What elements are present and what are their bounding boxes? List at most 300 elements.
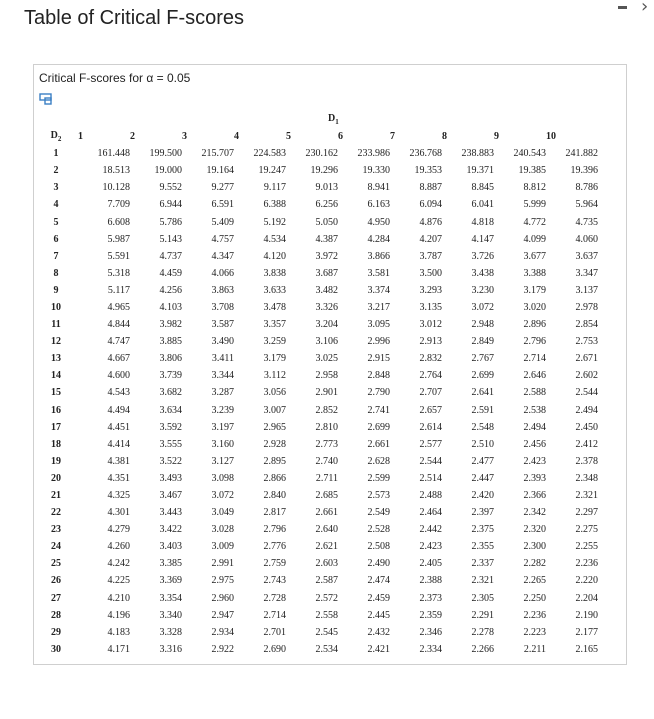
table-cell: 3.095: [367, 319, 390, 331]
table-cell: 2.958: [315, 370, 338, 382]
table-cell: 2.767: [471, 353, 494, 365]
table-cell: 5.591: [107, 250, 130, 262]
table-cell: 2.348: [575, 472, 598, 484]
table-cell: 4.183: [107, 626, 130, 638]
table-cell: 4.351: [107, 472, 130, 484]
table-cell: 2.840: [263, 490, 286, 502]
table-cell: 3.106: [315, 336, 338, 348]
table-cell: 4.196: [107, 609, 130, 621]
table-cell: 2.975: [211, 575, 234, 587]
table-cell: 2.978: [575, 301, 598, 313]
table-cell: 2.355: [471, 541, 494, 553]
table-cell: 4.737: [159, 250, 182, 262]
table-row: [34, 299, 598, 316]
card-title: Critical F-scores for α = 0.05: [39, 71, 191, 85]
table-row: [34, 538, 598, 555]
table-cell: 2.661: [367, 438, 390, 450]
table-cell: 3.137: [575, 284, 598, 296]
table-cell: 3.357: [263, 319, 286, 331]
table-cell: 3.179: [523, 284, 546, 296]
table-cell: 2.915: [367, 353, 390, 365]
df2-subscript: 2: [57, 135, 62, 144]
table-cell: 3.328: [159, 626, 182, 638]
table-cell: 3.633: [263, 284, 286, 296]
table-cell: 6.041: [471, 199, 494, 211]
table-cell: 4.147: [471, 233, 494, 245]
table-cell: 2.796: [263, 524, 286, 536]
table-cell: 4.494: [107, 404, 130, 416]
column-header: 6: [338, 131, 343, 143]
table-row: [34, 521, 598, 538]
table-cell: 2.960: [211, 592, 234, 604]
table-cell: 19.353: [414, 165, 442, 177]
table-cell: 3.478: [263, 301, 286, 313]
table-cell: 4.876: [419, 216, 442, 228]
table-cell: 8.812: [523, 182, 546, 194]
table-row: [34, 350, 598, 367]
table-cell: 2.278: [471, 626, 494, 638]
table-cell: 9.013: [315, 182, 338, 194]
table-row: [34, 487, 598, 504]
table-cell: 2.393: [523, 472, 546, 484]
table-cell: 161.448: [97, 148, 130, 160]
table-cell: 8.786: [575, 182, 598, 194]
table-cell: 3.025: [315, 353, 338, 365]
row-header: 7: [53, 250, 59, 262]
table-cell: 2.558: [315, 609, 338, 621]
table-cell: 3.863: [211, 284, 234, 296]
row-header: 1: [53, 148, 59, 160]
row-header: 22: [51, 507, 61, 519]
table-cell: 5.964: [575, 199, 598, 211]
row-header: 12: [51, 336, 61, 348]
table-cell: 19.247: [258, 165, 286, 177]
row-header: 30: [51, 643, 61, 655]
table-row: [34, 316, 598, 333]
table-cell: 2.405: [419, 558, 442, 570]
table-cell: 2.397: [471, 507, 494, 519]
table-cell: 6.608: [107, 216, 130, 228]
table-cell: 2.764: [419, 370, 442, 382]
table-cell: 2.699: [471, 370, 494, 382]
table-cell: 2.177: [575, 626, 598, 638]
table-cell: 2.614: [419, 421, 442, 433]
table-cell: 2.508: [367, 541, 390, 553]
table-cell: 19.385: [518, 165, 546, 177]
table-cell: 2.549: [367, 507, 390, 519]
table-cell: 3.787: [419, 250, 442, 262]
table-row: [34, 419, 598, 436]
table-row: [34, 367, 598, 384]
table-cell: 3.098: [211, 472, 234, 484]
table-row: [34, 162, 598, 179]
table-cell: 2.810: [315, 421, 338, 433]
table-row: [34, 196, 598, 213]
table-cell: 2.388: [419, 575, 442, 587]
table-cell: 2.714: [263, 609, 286, 621]
table-cell: 2.671: [575, 353, 598, 365]
table-cell: 2.928: [263, 438, 286, 450]
row-header: 24: [51, 541, 61, 553]
row-header: 10: [51, 301, 61, 313]
table-cell: 2.494: [575, 404, 598, 416]
table-cell: 3.838: [263, 267, 286, 279]
table-cell: 3.259: [263, 336, 286, 348]
table-cell: 3.340: [159, 609, 182, 621]
table-cell: 2.621: [315, 541, 338, 553]
table-cell: 3.316: [159, 643, 182, 655]
row-header: 9: [53, 284, 59, 296]
table-cell: 4.414: [107, 438, 130, 450]
row-header: 29: [51, 626, 61, 638]
row-header: 5: [53, 216, 59, 228]
table-cell: 2.236: [523, 609, 546, 621]
row-header: 25: [51, 558, 61, 570]
df2-header: [34, 128, 78, 145]
row-header: 23: [51, 524, 61, 536]
table-cell: 3.726: [471, 250, 494, 262]
column-header: 5: [286, 131, 291, 143]
row-header: 14: [51, 370, 61, 382]
table-cell: 3.687: [315, 267, 338, 279]
table-cell: 4.534: [263, 233, 286, 245]
table-row: [34, 248, 598, 265]
table-cell: 6.944: [159, 199, 182, 211]
table-row: [34, 641, 598, 658]
table-row: [34, 572, 598, 589]
table-cell: 2.321: [471, 575, 494, 587]
column-header: 9: [494, 131, 499, 143]
table-cell: 2.602: [575, 370, 598, 382]
table-cell: 3.493: [159, 472, 182, 484]
table-cell: 3.028: [211, 524, 234, 536]
rotate-screen-icon[interactable]: [39, 92, 53, 105]
row-header: 19: [51, 455, 61, 467]
table-cell: 2.661: [315, 507, 338, 519]
table-body: [34, 145, 598, 658]
table-cell: 8.941: [367, 182, 390, 194]
row-header: 17: [51, 421, 61, 433]
table-cell: 2.641: [471, 387, 494, 399]
table-cell: 3.374: [367, 284, 390, 296]
table-cell: 19.396: [570, 165, 598, 177]
table-cell: 9.552: [159, 182, 182, 194]
table-cell: 2.572: [315, 592, 338, 604]
table-cell: 4.543: [107, 387, 130, 399]
table-cell: 3.344: [211, 370, 234, 382]
table-cell: 2.490: [367, 558, 390, 570]
table-cell: 2.464: [419, 507, 442, 519]
table-cell: 5.409: [211, 216, 234, 228]
table-cell: 2.591: [471, 404, 494, 416]
table-cell: 2.342: [523, 507, 546, 519]
table-cell: 2.965: [263, 421, 286, 433]
table-cell: 2.165: [575, 643, 598, 655]
table-cell: 2.728: [263, 592, 286, 604]
table-cell: 236.768: [409, 148, 442, 160]
row-header: 20: [51, 472, 61, 484]
table-cell: 2.514: [419, 472, 442, 484]
table-cell: 2.204: [575, 592, 598, 604]
table-cell: 3.467: [159, 490, 182, 502]
table-cell: 2.459: [367, 592, 390, 604]
table-cell: 2.741: [367, 404, 390, 416]
column-header: 3: [182, 131, 187, 143]
column-header: 4: [234, 131, 239, 143]
table-cell: 5.050: [315, 216, 338, 228]
table-cell: 2.866: [263, 472, 286, 484]
table-cell: 4.757: [211, 233, 234, 245]
table-cell: 2.211: [523, 643, 546, 655]
table-row: [34, 402, 598, 419]
table-cell: 3.677: [523, 250, 546, 262]
table-cell: 3.885: [159, 336, 182, 348]
table-cell: 3.160: [211, 438, 234, 450]
table-cell: 3.287: [211, 387, 234, 399]
table-row: [34, 384, 598, 401]
table-cell: 3.806: [159, 353, 182, 365]
table-cell: 215.707: [201, 148, 234, 160]
table-cell: 2.421: [367, 643, 390, 655]
table-cell: 2.432: [367, 626, 390, 638]
row-header: 2: [53, 165, 59, 177]
table-cell: 2.346: [419, 626, 442, 638]
table-row: [34, 179, 598, 196]
table-cell: 3.587: [211, 319, 234, 331]
column-header: 10: [546, 131, 556, 143]
table-cell: 3.217: [367, 301, 390, 313]
table-row: [34, 265, 598, 282]
table-cell: 2.817: [263, 507, 286, 519]
table-cell: 2.190: [575, 609, 598, 621]
table-cell: 3.020: [523, 301, 546, 313]
table-cell: 3.009: [211, 541, 234, 553]
table-cell: 19.371: [466, 165, 494, 177]
table-cell: 4.667: [107, 353, 130, 365]
table-cell: 2.366: [523, 490, 546, 502]
table-row: [34, 145, 598, 162]
table-cell: 3.112: [263, 370, 286, 382]
table-cell: 2.337: [471, 558, 494, 570]
table-cell: 2.544: [575, 387, 598, 399]
table-cell: 2.545: [315, 626, 338, 638]
table-cell: 2.412: [575, 438, 598, 450]
table-cell: 4.600: [107, 370, 130, 382]
table-cell: 4.103: [159, 301, 182, 313]
table-cell: 3.634: [159, 404, 182, 416]
table-cell: 2.714: [523, 353, 546, 365]
table-cell: 2.587: [315, 575, 338, 587]
table-cell: 2.588: [523, 387, 546, 399]
table-cell: 2.494: [523, 421, 546, 433]
table-cell: 2.510: [471, 438, 494, 450]
table-cell: 4.210: [107, 592, 130, 604]
table-cell: 2.848: [367, 370, 390, 382]
table-cell: 2.300: [523, 541, 546, 553]
table-cell: 3.866: [367, 250, 390, 262]
table-cell: 2.640: [315, 524, 338, 536]
f-table-card: [33, 64, 627, 665]
table-cell: 2.450: [575, 421, 598, 433]
df1-header: [328, 113, 339, 126]
table-row: [34, 436, 598, 453]
table-row: [34, 555, 598, 572]
table-cell: 3.403: [159, 541, 182, 553]
page-title: Table of Critical F-scores: [24, 7, 245, 29]
table-cell: 199.500: [149, 148, 182, 160]
table-cell: 2.266: [471, 643, 494, 655]
table-cell: 2.753: [575, 336, 598, 348]
table-cell: 2.534: [315, 643, 338, 655]
table-cell: 4.284: [367, 233, 390, 245]
table-row: [34, 453, 598, 470]
table-cell: 9.117: [263, 182, 286, 194]
table-cell: 2.922: [211, 643, 234, 655]
table-cell: 2.275: [575, 524, 598, 536]
table-cell: 2.220: [575, 575, 598, 587]
table-cell: 4.347: [211, 250, 234, 262]
table-cell: 5.143: [159, 233, 182, 245]
table-cell: 2.849: [471, 336, 494, 348]
table-cell: 238.883: [461, 148, 494, 160]
table-row: [34, 282, 598, 299]
table-cell: 3.012: [419, 319, 442, 331]
table-cell: 3.230: [471, 284, 494, 296]
table-cell: 2.701: [263, 626, 286, 638]
row-header: 15: [51, 387, 61, 399]
table-cell: 2.236: [575, 558, 598, 570]
table-cell: 4.171: [107, 643, 130, 655]
table-cell: 3.972: [315, 250, 338, 262]
table-row: [34, 504, 598, 521]
table-cell: 2.895: [263, 455, 286, 467]
table-cell: 2.646: [523, 370, 546, 382]
table-cell: 4.066: [211, 267, 234, 279]
table-cell: 5.318: [107, 267, 130, 279]
table-cell: 240.543: [513, 148, 546, 160]
table-cell: 2.321: [575, 490, 598, 502]
table-cell: 4.818: [471, 216, 494, 228]
table-cell: 18.513: [102, 165, 130, 177]
table-cell: 2.901: [315, 387, 338, 399]
table-cell: 6.591: [211, 199, 234, 211]
table-cell: 4.260: [107, 541, 130, 553]
table-cell: 2.796: [523, 336, 546, 348]
table-cell: 241.882: [565, 148, 598, 160]
table-cell: 2.896: [523, 319, 546, 331]
table-cell: 2.334: [419, 643, 442, 655]
table-cell: 3.007: [263, 404, 286, 416]
table-cell: 4.099: [523, 233, 546, 245]
chevron-right-icon[interactable]: ›: [641, 0, 649, 17]
column-header: 8: [442, 131, 447, 143]
table-cell: 4.950: [367, 216, 390, 228]
table-cell: 3.204: [315, 319, 338, 331]
table-cell: 2.685: [315, 490, 338, 502]
table-cell: 6.094: [419, 199, 442, 211]
table-cell: 3.682: [159, 387, 182, 399]
column-header: 7: [390, 131, 395, 143]
table-cell: 6.256: [315, 199, 338, 211]
row-header: 4: [53, 199, 59, 211]
table-cell: 2.548: [471, 421, 494, 433]
table-cell: 2.456: [523, 438, 546, 450]
table-cell: 230.162: [305, 148, 338, 160]
table-cell: 4.459: [159, 267, 182, 279]
table-cell: 2.423: [419, 541, 442, 553]
table-cell: 2.711: [315, 472, 338, 484]
df1-subscript: 1: [335, 118, 339, 126]
table-cell: 3.739: [159, 370, 182, 382]
table-cell: 2.657: [419, 404, 442, 416]
table-cell: 3.049: [211, 507, 234, 519]
table-cell: 2.544: [419, 455, 442, 467]
table-cell: 2.991: [211, 558, 234, 570]
column-header: 2: [130, 131, 135, 143]
table-cell: 3.385: [159, 558, 182, 570]
table-cell: 2.599: [367, 472, 390, 484]
table-cell: 3.490: [211, 336, 234, 348]
table-cell: 2.577: [419, 438, 442, 450]
table-row: [34, 231, 598, 248]
table-cell: 3.127: [211, 455, 234, 467]
table-cell: 3.581: [367, 267, 390, 279]
table-cell: 3.326: [315, 301, 338, 313]
table-cell: 3.179: [263, 353, 286, 365]
table-cell: 2.359: [419, 609, 442, 621]
table-cell: 4.772: [523, 216, 546, 228]
table-row: [34, 333, 598, 350]
table-cell: 2.291: [471, 609, 494, 621]
table-cell: 4.844: [107, 319, 130, 331]
table-cell: 3.072: [471, 301, 494, 313]
table-cell: 4.387: [315, 233, 338, 245]
table-cell: 2.628: [367, 455, 390, 467]
table-cell: 5.999: [523, 199, 546, 211]
f-score-table: [34, 128, 598, 658]
table-cell: 2.947: [211, 609, 234, 621]
row-header: 8: [53, 267, 59, 279]
table-cell: 2.265: [523, 575, 546, 587]
table-cell: 3.500: [419, 267, 442, 279]
table-cell: 4.207: [419, 233, 442, 245]
table-cell: 2.790: [367, 387, 390, 399]
table-cell: 4.735: [575, 216, 598, 228]
table-row: [34, 590, 598, 607]
table-cell: 4.325: [107, 490, 130, 502]
table-cell: 2.854: [575, 319, 598, 331]
table-cell: 2.707: [419, 387, 442, 399]
row-header: 13: [51, 353, 61, 365]
table-cell: 4.120: [263, 250, 286, 262]
minimize-icon[interactable]: [618, 6, 627, 9]
table-cell: 5.987: [107, 233, 130, 245]
table-cell: 2.442: [419, 524, 442, 536]
table-cell: 3.072: [211, 490, 234, 502]
table-cell: 3.293: [419, 284, 442, 296]
table-header-row: [34, 128, 598, 145]
table-cell: 2.420: [471, 490, 494, 502]
table-cell: 2.948: [471, 319, 494, 331]
table-cell: 3.411: [211, 353, 234, 365]
table-cell: 3.056: [263, 387, 286, 399]
table-cell: 10.128: [102, 182, 130, 194]
table-cell: 2.488: [419, 490, 442, 502]
table-cell: 4.060: [575, 233, 598, 245]
table-cell: 2.423: [523, 455, 546, 467]
column-header: 1: [78, 131, 83, 143]
table-cell: 2.305: [471, 592, 494, 604]
